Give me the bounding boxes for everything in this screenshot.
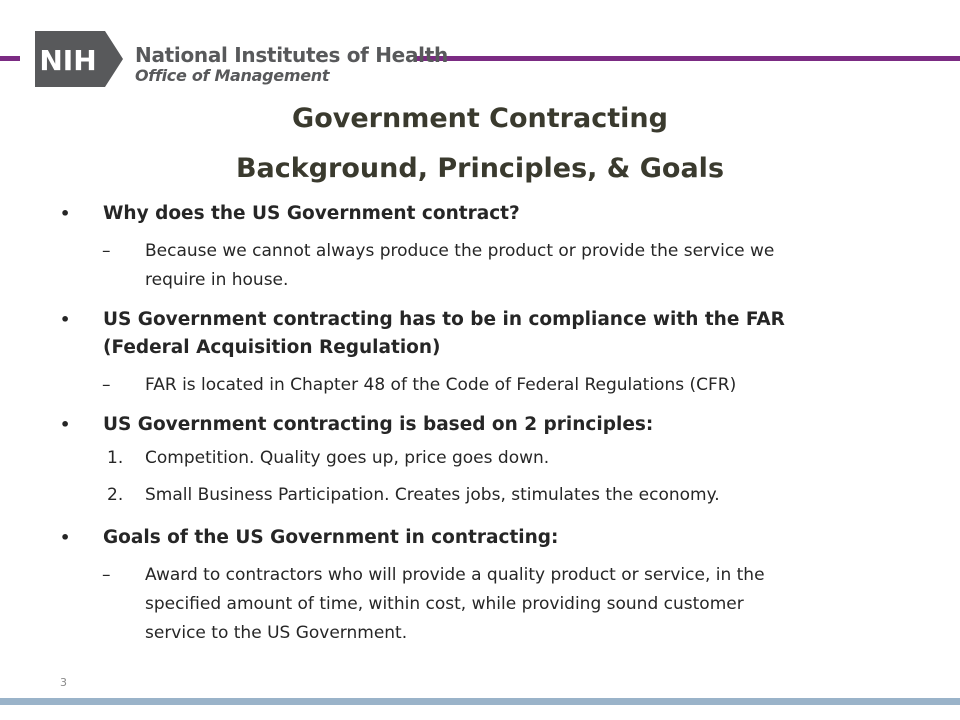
nih-logo-mark — [35, 31, 123, 87]
slide-title-line-1: Government Contracting — [292, 103, 668, 134]
numbered-item-marker: 2. — [107, 485, 124, 505]
sub-bullet-marker: – — [102, 375, 111, 395]
nih-logo — [35, 31, 448, 87]
slide-title-line-2: Background, Principles, & Goals — [235, 153, 725, 184]
org-name: National Institutes of Health — [135, 43, 448, 67]
bullet-text: Why does the US Government contract? — [103, 203, 520, 224]
header-accent-line-right — [414, 56, 960, 61]
numbered-item — [60, 444, 910, 473]
bullet-text: Goals of the US Government in contracting: — [103, 527, 559, 548]
header-accent-line-left — [0, 56, 20, 61]
page-number: 3 — [60, 676, 67, 689]
bullet-far-compliance — [60, 306, 910, 362]
nih-logo-text: NIH — [39, 44, 97, 77]
sub-bullet-line: require in house. — [145, 270, 289, 290]
bullet-dot: • — [60, 528, 71, 547]
slide-content — [60, 200, 910, 648]
numbered-item-line: Competition. Quality goes up, price goes down. — [145, 448, 550, 468]
sub-bullet — [60, 371, 910, 400]
sub-bullet-line: FAR is located in Chapter 48 of the Code of Federal Regulations (CFR) — [145, 375, 737, 395]
footer-bar — [0, 698, 960, 705]
sub-bullet-marker: – — [102, 241, 111, 261]
bullet-text-line: US Government contracting has to be in compliance with the FAR — [103, 309, 785, 330]
bullet-goals — [60, 524, 910, 552]
sub-bullet-line: Award to contractors who will provide a quality product or service, in the — [145, 565, 765, 585]
numbered-item — [60, 481, 910, 510]
bullet-why-contract — [60, 200, 910, 228]
sub-bullet-marker: – — [102, 565, 111, 585]
sub-bullet-line: Because we cannot always produce the product or provide the service we — [145, 241, 775, 261]
bullet-principles — [60, 411, 910, 439]
bullet-dot: • — [60, 204, 71, 223]
bullet-text-line: (Federal Acquisition Regulation) — [103, 337, 441, 358]
bullet-dot: • — [60, 310, 71, 329]
sub-bullet — [60, 561, 910, 648]
sub-bullet — [60, 237, 910, 295]
sub-bullet-line: specified amount of time, within cost, while providing sound customer — [145, 594, 744, 614]
numbered-item-marker: 1. — [107, 448, 124, 468]
slide-title — [0, 94, 960, 194]
numbered-item-line: Small Business Participation. Creates jobs, stimulates the economy. — [145, 485, 720, 505]
org-office: Office of Management — [135, 66, 330, 85]
bullet-dot: • — [60, 415, 71, 434]
bullet-text: US Government contracting is based on 2 principles: — [103, 414, 654, 435]
sub-bullet-line: service to the US Government. — [145, 623, 408, 643]
